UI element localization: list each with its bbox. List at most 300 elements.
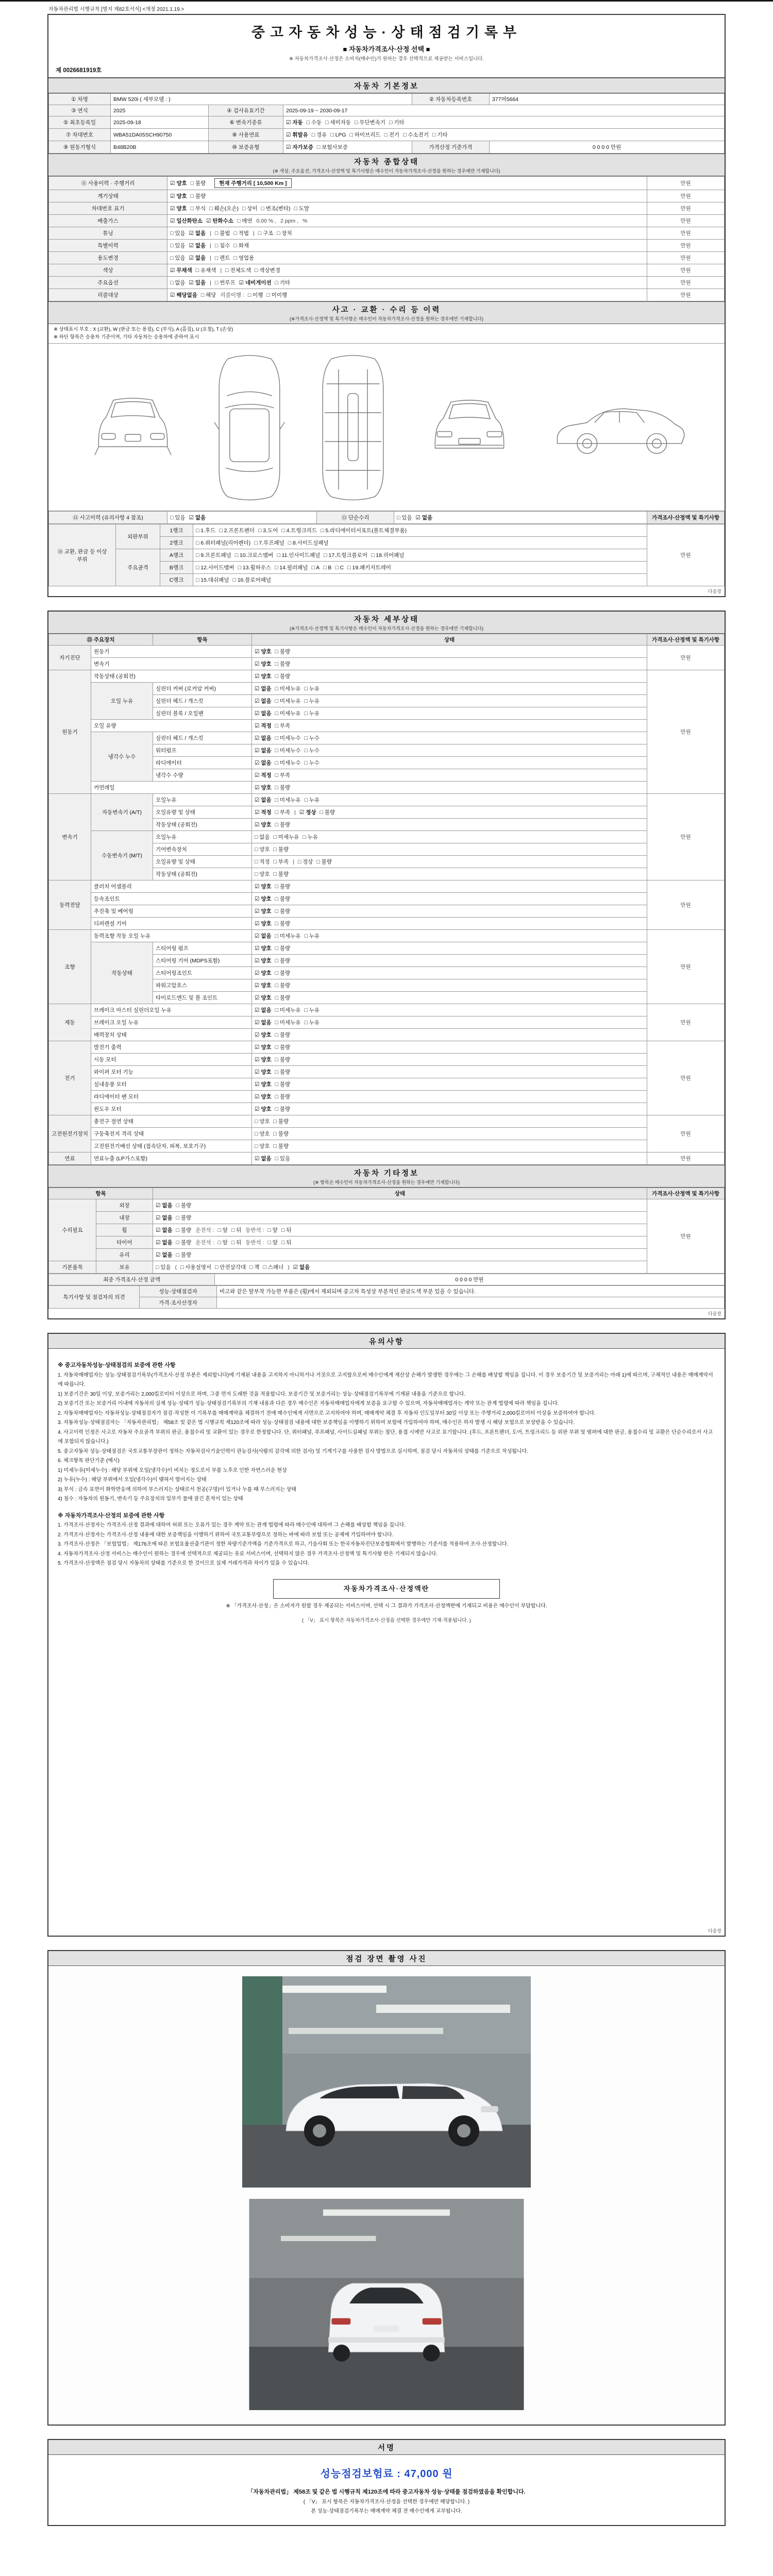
checkbox-누유[interactable]: □ 누유 (303, 834, 318, 841)
cell (153, 868, 252, 880)
checkbox-양호[interactable]: ☑ 양호 (255, 1069, 272, 1076)
checkbox-불량[interactable]: □ 불량 (275, 661, 291, 668)
checkbox-미세누유[interactable]: □ 미세누유 (275, 1007, 301, 1014)
inspection-premium: 성능점검보험료 : 47,000 원 (320, 2468, 453, 2480)
legal-confirmation-line: 「자동차관리법」 제58조 및 같은 법 시행규칙 제120조에 따라 중고자동차 성능·상태를 점검하였음을 확인합니다. (247, 2489, 526, 2496)
checkbox-앞[interactable]: □ 앞 (267, 1227, 278, 1234)
checkbox-B[interactable]: □ B (323, 565, 332, 571)
section-basic-header (48, 78, 725, 93)
checkbox-뒤[interactable]: □ 뒤 (231, 1227, 242, 1234)
checkbox-누유[interactable]: □ 누유 (304, 1007, 320, 1014)
checkbox-경유[interactable]: □ 경유 (311, 132, 327, 138)
state-cell (252, 1054, 647, 1066)
checkbox-미세누유[interactable]: □ 미세누유 (275, 933, 301, 940)
checkbox-유채색[interactable]: □ 유채색 (195, 267, 216, 274)
checkbox-불량[interactable]: □ 불량 (273, 1131, 289, 1138)
checkbox-네비게이션[interactable]: ☑ 네비게이션 (239, 280, 272, 286)
checkbox-세미자동[interactable]: □ 세미자동 (325, 120, 351, 126)
checkbox-불량[interactable]: □ 불량 (275, 1044, 291, 1051)
checkbox-전체도색[interactable]: □ 전체도색 (225, 267, 251, 274)
inspector-opinion-text: 비고와 같은 탈부착 가능한 부품은 (휠)에서 제외되며 중고차 특성상 부분적인 판금도색 부분 있을 수 있습니다. (220, 1289, 476, 1295)
checkbox-앞[interactable]: □ 앞 (267, 1240, 278, 1246)
cell (647, 215, 725, 227)
checkbox-뒤[interactable]: □ 뒤 (231, 1240, 242, 1246)
checkbox-불법[interactable]: □ 불법 (214, 230, 230, 236)
cell (647, 177, 725, 190)
checkbox-불량[interactable]: □ 불량 (273, 1143, 289, 1150)
checkbox-4.트렁크리드[interactable]: □ 4.트렁크리드 (281, 528, 317, 534)
checkbox-누유[interactable]: □ 누유 (304, 710, 320, 717)
cell (96, 1249, 153, 1261)
checkbox-불량[interactable]: □ 불량 (275, 1106, 291, 1113)
cell (91, 1066, 252, 1078)
checkbox-누유[interactable]: □ 누유 (304, 797, 320, 804)
checkbox-누유[interactable]: □ 누유 (304, 933, 320, 940)
checkbox-없음[interactable]: ☑ 없음 (255, 797, 272, 804)
checkbox-누유[interactable]: □ 누유 (304, 698, 320, 705)
checkbox-없음[interactable]: ☑ 없음 (255, 1020, 272, 1026)
checkbox-불량[interactable]: □ 불량 (275, 785, 291, 791)
checkbox-수동[interactable]: □ 수동 (306, 120, 322, 126)
checkbox-없음[interactable]: ☑ 없음 (189, 243, 206, 249)
section-accident-note: (※가격조사·산정액 및 특기사항은 매수인이 자동차가격조사·산정을 원하는 경우에만 기재합니다) (289, 316, 484, 321)
checkbox-구조[interactable]: □ 구조 (258, 230, 274, 236)
checkbox-12.사이드멤버[interactable]: □ 12.사이드멤버 (196, 565, 234, 571)
notice-line: 1) 미세누유(미세누수) : 해당 부위에 오일(냉각수)이 비치는 정도로서 부품 노후로 인한 자연스러운 현상 (58, 1467, 287, 1473)
notice-line: 4. 자동차가격조사·산정 서비스는 매수인이 원하는 경우에 선택적으로 제공되는 유료 서비스이며, 선택하지 않은 경우 가격조사·산정액 및 특기사항 란은 기재되지 않습니다. (58, 1551, 438, 1557)
simple-repair-label-text: ⑬ 단순수리 (341, 515, 369, 521)
checkbox-불량[interactable]: □ 불량 (275, 945, 291, 952)
cell-text: 만원 (680, 255, 691, 261)
checkbox-7.루프패널[interactable]: □ 7.루프패널 (254, 540, 284, 547)
cell-text: 용도변경 (97, 255, 119, 261)
checkbox-앞[interactable]: □ 앞 (217, 1240, 228, 1246)
cell (91, 720, 252, 732)
cell-text: 자동변속기 (A/T) (102, 809, 142, 816)
state-cell (252, 831, 647, 843)
checkbox-매연[interactable]: □ 매연 (237, 218, 253, 224)
cell (49, 129, 111, 141)
checkbox-14.필러패널[interactable]: □ 14.필러패널 (275, 565, 308, 571)
document-subtitle: ■ 자동차가격조사·산정 선택 ■ (343, 45, 430, 53)
checkbox-양호[interactable]: ☑ 양호 (255, 1044, 272, 1051)
cell-text: 변속기 (62, 834, 78, 841)
simple-repair-state (394, 512, 647, 524)
state-cell (252, 670, 647, 683)
cell-text: 라디에이터 팬 모터 (94, 1094, 139, 1100)
cell-text: 타이어 (116, 1240, 132, 1246)
cell-text: 만원 (680, 1075, 691, 1082)
checkbox-양호[interactable]: ☑ 양호 (255, 945, 272, 952)
cell-text: 외판부위 (127, 534, 148, 540)
checkbox-양호[interactable]: ☑ 양호 (255, 896, 272, 903)
checkbox-1.후드[interactable]: □ 1.후드 (196, 528, 216, 534)
notice-line: ※ 자동차가격조사·산정의 보증에 관한 사항 (58, 1512, 165, 1519)
checkbox-없음[interactable]: ☑ 없음 (156, 1252, 173, 1259)
checkbox-양호[interactable]: ☑ 양호 (255, 995, 272, 1002)
cell (91, 942, 153, 1004)
checkbox-색상변경[interactable]: □ 색상변경 (255, 267, 280, 274)
checkbox-불량[interactable]: □ 불량 (273, 846, 289, 853)
checkbox-양호[interactable]: ☑ 양호 (255, 884, 272, 890)
checkbox-누유[interactable]: □ 누유 (304, 1020, 320, 1026)
checkbox-없음[interactable]: ☑ 없음 (255, 1007, 272, 1014)
cell-text: C랭크 (169, 577, 184, 584)
checkbox-양호[interactable]: □ 양호 (255, 871, 270, 878)
checkbox-썬루프[interactable]: □ 썬루프 (214, 280, 236, 286)
checkbox-15.대쉬패널[interactable]: □ 15.대쉬패널 (196, 577, 229, 584)
cell (153, 819, 252, 831)
checkbox-양호[interactable]: ☑ 양호 (170, 206, 187, 212)
checkbox-미세누유[interactable]: □ 미세누유 (275, 1020, 301, 1026)
transmission-type (283, 116, 725, 129)
checkbox-정상[interactable]: □ 정상 (297, 859, 313, 866)
checkbox-침수[interactable]: □ 침수 (214, 243, 230, 249)
checkbox-불량[interactable]: □ 불량 (275, 1094, 291, 1100)
cell-text: ③ 연식 (71, 108, 88, 114)
checkbox-양호[interactable]: ☑ 양호 (170, 180, 187, 187)
state-cell (153, 1212, 647, 1224)
state-cell (252, 1041, 647, 1054)
cell-text: 만원 (680, 1233, 691, 1240)
state-cell (167, 202, 647, 215)
section-photos-header (48, 1951, 725, 1966)
checkbox-양호[interactable]: ☑ 양호 (255, 649, 272, 655)
checkbox-수소전기[interactable]: □ 수소전기 (403, 132, 429, 138)
state-cell (252, 880, 647, 893)
checkbox-불량[interactable]: □ 불량 (316, 859, 332, 866)
state-cell (252, 930, 647, 942)
checkbox-누수[interactable]: □ 누수 (304, 760, 320, 767)
checkbox-변조(변타)[interactable]: □ 변조(변타) (261, 206, 291, 212)
checkbox-양호[interactable]: □ 양호 (255, 1131, 270, 1138)
checkbox-양호[interactable]: ☑ 양호 (255, 908, 272, 915)
checkbox-뒤[interactable]: □ 뒤 (281, 1240, 292, 1246)
checkbox-미세누유[interactable]: □ 미세누유 (275, 797, 301, 804)
checkbox-불량[interactable]: □ 불량 (320, 809, 335, 816)
checkbox-훼손(오손)[interactable]: □ 훼손(오손) (209, 206, 239, 212)
checkbox-양호[interactable]: ☑ 양호 (255, 661, 272, 668)
checkbox-양호[interactable]: ☑ 양호 (255, 1081, 272, 1088)
checkbox-부식[interactable]: □ 부식 (190, 206, 206, 212)
checkbox-불량[interactable]: □ 불량 (273, 1118, 289, 1125)
state-cell (167, 240, 647, 252)
car-damage-diagrams (48, 344, 725, 511)
checkbox-없음[interactable]: ☑ 없음 (156, 1215, 173, 1222)
inline-text: % (303, 218, 308, 224)
checkbox-미세누유[interactable]: □ 미세누유 (275, 686, 301, 692)
checkbox-없음[interactable]: ☑ 없음 (255, 698, 272, 705)
checkbox-불량[interactable]: □ 불량 (275, 970, 291, 977)
cell-text: 구동축전지 격리 상태 (94, 1131, 144, 1138)
state-cell (252, 794, 647, 806)
checkbox-스패너[interactable]: □ 스패너 (263, 1264, 284, 1271)
checkbox-있음[interactable]: □ 있음 (397, 515, 412, 521)
cell (49, 1041, 91, 1115)
checkbox-사용설명서[interactable]: □ 사용설명서 (180, 1264, 212, 1271)
page-main (47, 14, 726, 597)
checkbox-불량[interactable]: □ 불량 (176, 1227, 192, 1234)
cell-text: 2025 (113, 107, 126, 114)
checkbox-19.패키지트레이[interactable]: □ 19.패키지트레이 (347, 565, 391, 571)
checkbox-없음[interactable]: ☑ 없음 (189, 255, 206, 261)
checkbox-양호[interactable]: □ 양호 (255, 846, 270, 853)
checkbox-8.사이드실패널[interactable]: □ 8.사이드실패널 (288, 540, 329, 547)
checkbox-누수[interactable]: □ 누수 (304, 748, 320, 754)
checkbox-불량[interactable]: □ 불량 (275, 908, 291, 915)
cell (91, 1016, 252, 1029)
checkbox-양호[interactable]: ☑ 양호 (255, 970, 272, 977)
table-row (49, 658, 725, 670)
cell (91, 1004, 252, 1016)
cell (209, 141, 283, 154)
checkbox-적법[interactable]: □ 적법 (233, 230, 249, 236)
checkbox-불량[interactable]: □ 불량 (275, 884, 291, 890)
checkbox-불량[interactable]: □ 불량 (275, 673, 291, 680)
checkbox-해당없음[interactable]: ☑ 해당없음 (170, 292, 197, 298)
checkbox-있음[interactable]: □ 있음 (170, 230, 186, 236)
checkbox-없음[interactable]: ☑ 없음 (156, 1227, 173, 1234)
checkbox-양호[interactable]: ☑ 양호 (255, 1032, 272, 1039)
cell-text: 1랭크 (170, 528, 183, 534)
checkbox-있음[interactable]: □ 있음 (170, 255, 186, 261)
checkbox-불량[interactable]: □ 불량 (275, 982, 291, 989)
state-cell (252, 1103, 647, 1115)
checkbox-13.휠하우스[interactable]: □ 13.휠하우스 (238, 565, 272, 571)
checkbox-불량[interactable]: □ 불량 (275, 921, 291, 927)
checkbox-무채색[interactable]: ☑ 무채색 (170, 267, 192, 274)
checkbox-미이행[interactable]: □ 미이행 (266, 292, 288, 298)
checkbox-불량[interactable]: □ 불량 (190, 193, 206, 199)
state-cell (252, 720, 647, 732)
checkbox-부족[interactable]: □ 부족 (275, 809, 291, 816)
checkbox-없음[interactable]: ☑ 없음 (255, 735, 272, 742)
cell-text: 연료 (64, 1156, 75, 1162)
table-row (49, 227, 725, 240)
cell (91, 905, 252, 918)
checkbox-불량[interactable]: □ 불량 (275, 995, 291, 1002)
checkbox-불량[interactable]: □ 불량 (275, 822, 291, 828)
cell-text: 추진축 및 베어링 (94, 908, 133, 915)
cell-text: 만원 (680, 243, 691, 249)
checkbox-양호[interactable]: ☑ 양호 (255, 982, 272, 989)
checkbox-3.도어[interactable]: □ 3.도어 (258, 528, 278, 534)
checkbox-17.트렁크플로어[interactable]: □ 17.트렁크플로어 (324, 552, 367, 559)
state-cell (167, 215, 647, 227)
cell-text: 만원 (680, 206, 691, 212)
checkbox-10.크로스멤버[interactable]: □ 10.크로스멤버 (234, 552, 274, 559)
checkbox-양호[interactable]: ☑ 양호 (255, 1094, 272, 1100)
checkbox-탄화수소[interactable]: ☑ 탄화수소 (206, 218, 233, 224)
checkbox-C[interactable]: □ C (335, 565, 344, 571)
checkbox-A[interactable]: □ A (311, 565, 320, 571)
checkbox-불량[interactable]: □ 불량 (176, 1215, 192, 1222)
cell-text: 가격조사·산정액 및 특기사항 (651, 1191, 720, 1197)
checkbox-화재[interactable]: □ 화재 (233, 243, 249, 249)
checkbox-불량[interactable]: □ 불량 (275, 958, 291, 964)
table-row (49, 177, 725, 190)
table-row (49, 670, 725, 683)
cell-text: ⑤ 최초등록일 (63, 120, 96, 126)
checkbox-적정[interactable]: □ 적정 (255, 859, 270, 866)
checkbox-없음[interactable]: ☑ 없음 (255, 933, 272, 940)
checkbox-정상[interactable]: ☑ 정상 (299, 809, 316, 816)
checkbox-불량[interactable]: □ 불량 (275, 1057, 291, 1063)
checkbox-휘발유[interactable]: ☑ 휘발유 (286, 132, 308, 138)
checkbox-도말[interactable]: □ 도말 (294, 206, 309, 212)
checkbox-없음[interactable]: ☑ 없음 (255, 686, 272, 692)
checkbox-양호[interactable]: ☑ 양호 (255, 921, 272, 927)
checkbox-없음[interactable]: ☑ 없음 (156, 1202, 173, 1209)
cell (91, 658, 252, 670)
checkbox-기타[interactable]: □ 기타 (275, 280, 291, 286)
checkbox-불량[interactable]: □ 불량 (273, 871, 289, 878)
state-cell (252, 732, 647, 744)
checkbox-앞[interactable]: □ 앞 (217, 1227, 228, 1234)
cell-text: 가격·조사산정자 (159, 1300, 197, 1307)
cell (91, 670, 252, 683)
cell (647, 252, 725, 264)
cell-text: 상태 (444, 637, 455, 643)
checkbox-없음[interactable]: ☑ 없음 (255, 760, 272, 767)
checkbox-불량[interactable]: □ 불량 (275, 1081, 291, 1088)
checkbox-적정[interactable]: ☑ 적정 (255, 772, 272, 779)
inline-text: | (253, 230, 255, 236)
checkbox-없음[interactable]: ☑ 없음 (293, 1264, 310, 1271)
cell-text: ⑦ 차대번호 (66, 132, 93, 138)
checkbox-하이브리드[interactable]: □ 하이브리드 (349, 132, 381, 138)
checkbox-영업용[interactable]: □ 영업용 (233, 255, 255, 261)
checkbox-부족[interactable]: □ 부족 (273, 859, 289, 866)
checkbox-미세누유[interactable]: □ 미세누유 (275, 710, 301, 717)
checkbox-6.쿼터패널(리어펜더)[interactable]: □ 6.쿼터패널(리어펜더) (196, 540, 251, 547)
cell-text: 원동기 (94, 649, 110, 655)
checkbox-자동[interactable]: ☑ 자동 (286, 120, 303, 126)
checkbox-없음[interactable]: ☑ 없음 (189, 515, 206, 521)
checkbox-누유[interactable]: □ 누유 (304, 686, 320, 692)
checkbox-양호[interactable]: □ 양호 (255, 1118, 270, 1125)
checkbox-있음[interactable]: ☑ 있음 (189, 280, 206, 286)
checkbox-뒤[interactable]: □ 뒤 (281, 1227, 292, 1234)
cell-text: 만원 (680, 292, 691, 298)
checkbox-적정[interactable]: ☑ 적정 (255, 809, 272, 816)
checkbox-자가보증[interactable]: ☑ 자가보증 (286, 144, 313, 150)
checkbox-상이[interactable]: □ 상이 (242, 206, 258, 212)
checkbox-부족[interactable]: □ 부족 (275, 772, 291, 779)
label-reg-no-text: ② 자동차등록번호 (429, 96, 473, 103)
checkbox-누수[interactable]: □ 누수 (304, 735, 320, 742)
checkbox-불량[interactable]: □ 불량 (275, 1032, 291, 1039)
checkbox-미세누유[interactable]: □ 미세누유 (273, 834, 299, 841)
checkbox-기타[interactable]: □ 기타 (432, 132, 448, 138)
checkbox-일산화탄소[interactable]: ☑ 일산화탄소 (170, 218, 203, 224)
checkbox-불량[interactable]: □ 불량 (275, 649, 291, 655)
checkbox-16.플로어패널[interactable]: □ 16.플로어패널 (232, 577, 272, 584)
checkbox-렌트[interactable]: □ 렌트 (214, 255, 230, 261)
checkbox-장치[interactable]: □ 장치 (277, 230, 292, 236)
checkbox-적정[interactable]: ☑ 적정 (255, 723, 272, 730)
checkbox-양호[interactable]: ☑ 양호 (255, 673, 272, 680)
checkbox-없음[interactable]: ☑ 없음 (415, 515, 433, 521)
checkbox-불량[interactable]: □ 불량 (176, 1202, 192, 1209)
checkbox-없음[interactable]: ☑ 없음 (189, 230, 206, 236)
checkbox-없음[interactable]: ☑ 없음 (156, 1240, 173, 1246)
checkbox-기타[interactable]: □ 기타 (389, 120, 405, 126)
final-price-value-text: 0 0 0 0 만원 (455, 1277, 484, 1283)
checkbox-미세누수[interactable]: □ 미세누수 (275, 735, 301, 742)
next-page-marker: 다음장 (708, 1311, 721, 1317)
checkbox-있음[interactable]: □ 있음 (275, 1156, 291, 1162)
checkbox-불량[interactable]: □ 불량 (176, 1252, 192, 1259)
state-cell (153, 1261, 647, 1274)
cell-text: 외장 (119, 1202, 130, 1209)
checkbox-있음[interactable]: □ 있음 (170, 243, 186, 249)
checkbox-전기[interactable]: □ 전기 (384, 132, 400, 138)
cell-text: B랭크 (169, 565, 184, 571)
cell-text: 스티어링 펌프 (156, 945, 189, 952)
checkbox-미세누수[interactable]: □ 미세누수 (275, 760, 301, 767)
checkbox-없음[interactable]: ☑ 없음 (255, 710, 272, 717)
document-number: 제 0026681919호 (56, 67, 102, 74)
checkbox-없음[interactable]: ☑ 없음 (255, 748, 272, 754)
state-cell (252, 757, 647, 769)
checkbox-부족[interactable]: □ 부족 (275, 723, 291, 730)
checkbox-보험사보증[interactable]: □ 보험사보증 (316, 144, 348, 150)
notice-line: 6. 체크항목 판단기준 (예시) (58, 1458, 120, 1464)
cell (49, 252, 167, 264)
checkbox-무단변속기[interactable]: □ 무단변속기 (355, 120, 385, 126)
checkbox-양호[interactable]: ☑ 양호 (255, 1057, 272, 1063)
checkbox-2.프론트펜더[interactable]: □ 2.프론트펜더 (219, 528, 255, 534)
checkbox-미세누수[interactable]: □ 미세누수 (275, 748, 301, 754)
checkbox-안전삼각대[interactable]: □ 안전삼각대 (215, 1264, 246, 1271)
checkbox-없음[interactable]: □ 없음 (255, 834, 270, 841)
checkbox-불량[interactable]: □ 불량 (275, 1069, 291, 1076)
state-cell (252, 942, 647, 955)
state-cell (252, 1016, 647, 1029)
checkbox-양호[interactable]: ☑ 양호 (170, 193, 187, 199)
cell-text: 성능·상태점검자 (159, 1289, 197, 1295)
checkbox-LPG[interactable]: □ LPG (330, 132, 346, 138)
base-price (490, 141, 725, 154)
checkbox-없음[interactable]: ☑ 없음 (255, 1156, 272, 1162)
checkbox-불량[interactable]: □ 불량 (176, 1240, 192, 1246)
state-cell (193, 524, 647, 537)
checkbox-불량[interactable]: □ 불량 (190, 180, 206, 187)
checkbox-없음[interactable]: □ 없음 (170, 280, 186, 286)
checkbox-11.인사이드패널[interactable]: □ 11.인사이드패널 (277, 552, 321, 559)
checkbox-양호[interactable]: ☑ 양호 (255, 1106, 272, 1113)
inline-text: | (294, 809, 296, 816)
cell-text: 브레이크 오일 누유 (94, 1020, 139, 1026)
checkbox-양호[interactable]: ☑ 양호 (255, 822, 272, 828)
checkbox-이행[interactable]: □ 이행 (247, 292, 263, 298)
cell-text: 오일유량 및 상태 (156, 809, 195, 816)
checkbox-9.프론트패널[interactable]: □ 9.프론트패널 (196, 552, 231, 559)
checkbox-잭[interactable]: □ 잭 (249, 1264, 260, 1271)
checkbox-있음[interactable]: □ 있음 (170, 515, 186, 521)
checkbox-있음[interactable]: □ 있음 (156, 1264, 171, 1271)
checkbox-해당[interactable]: □ 해당 (200, 292, 216, 298)
checkbox-불량[interactable]: □ 불량 (275, 896, 291, 903)
checkbox-미세누유[interactable]: □ 미세누유 (275, 698, 301, 705)
checkbox-5.라디에이터서포트(볼트체결부품)[interactable]: □ 5.라디에이터서포트(볼트체결부품) (321, 528, 407, 534)
checkbox-18.리어패널[interactable]: □ 18.리어패널 (371, 552, 405, 559)
document-sheet (47, 2, 726, 2526)
checkbox-양호[interactable]: ☑ 양호 (255, 958, 272, 964)
checkbox-양호[interactable]: ☑ 양호 (255, 785, 272, 791)
checkbox-양호[interactable]: □ 양호 (255, 1143, 270, 1150)
